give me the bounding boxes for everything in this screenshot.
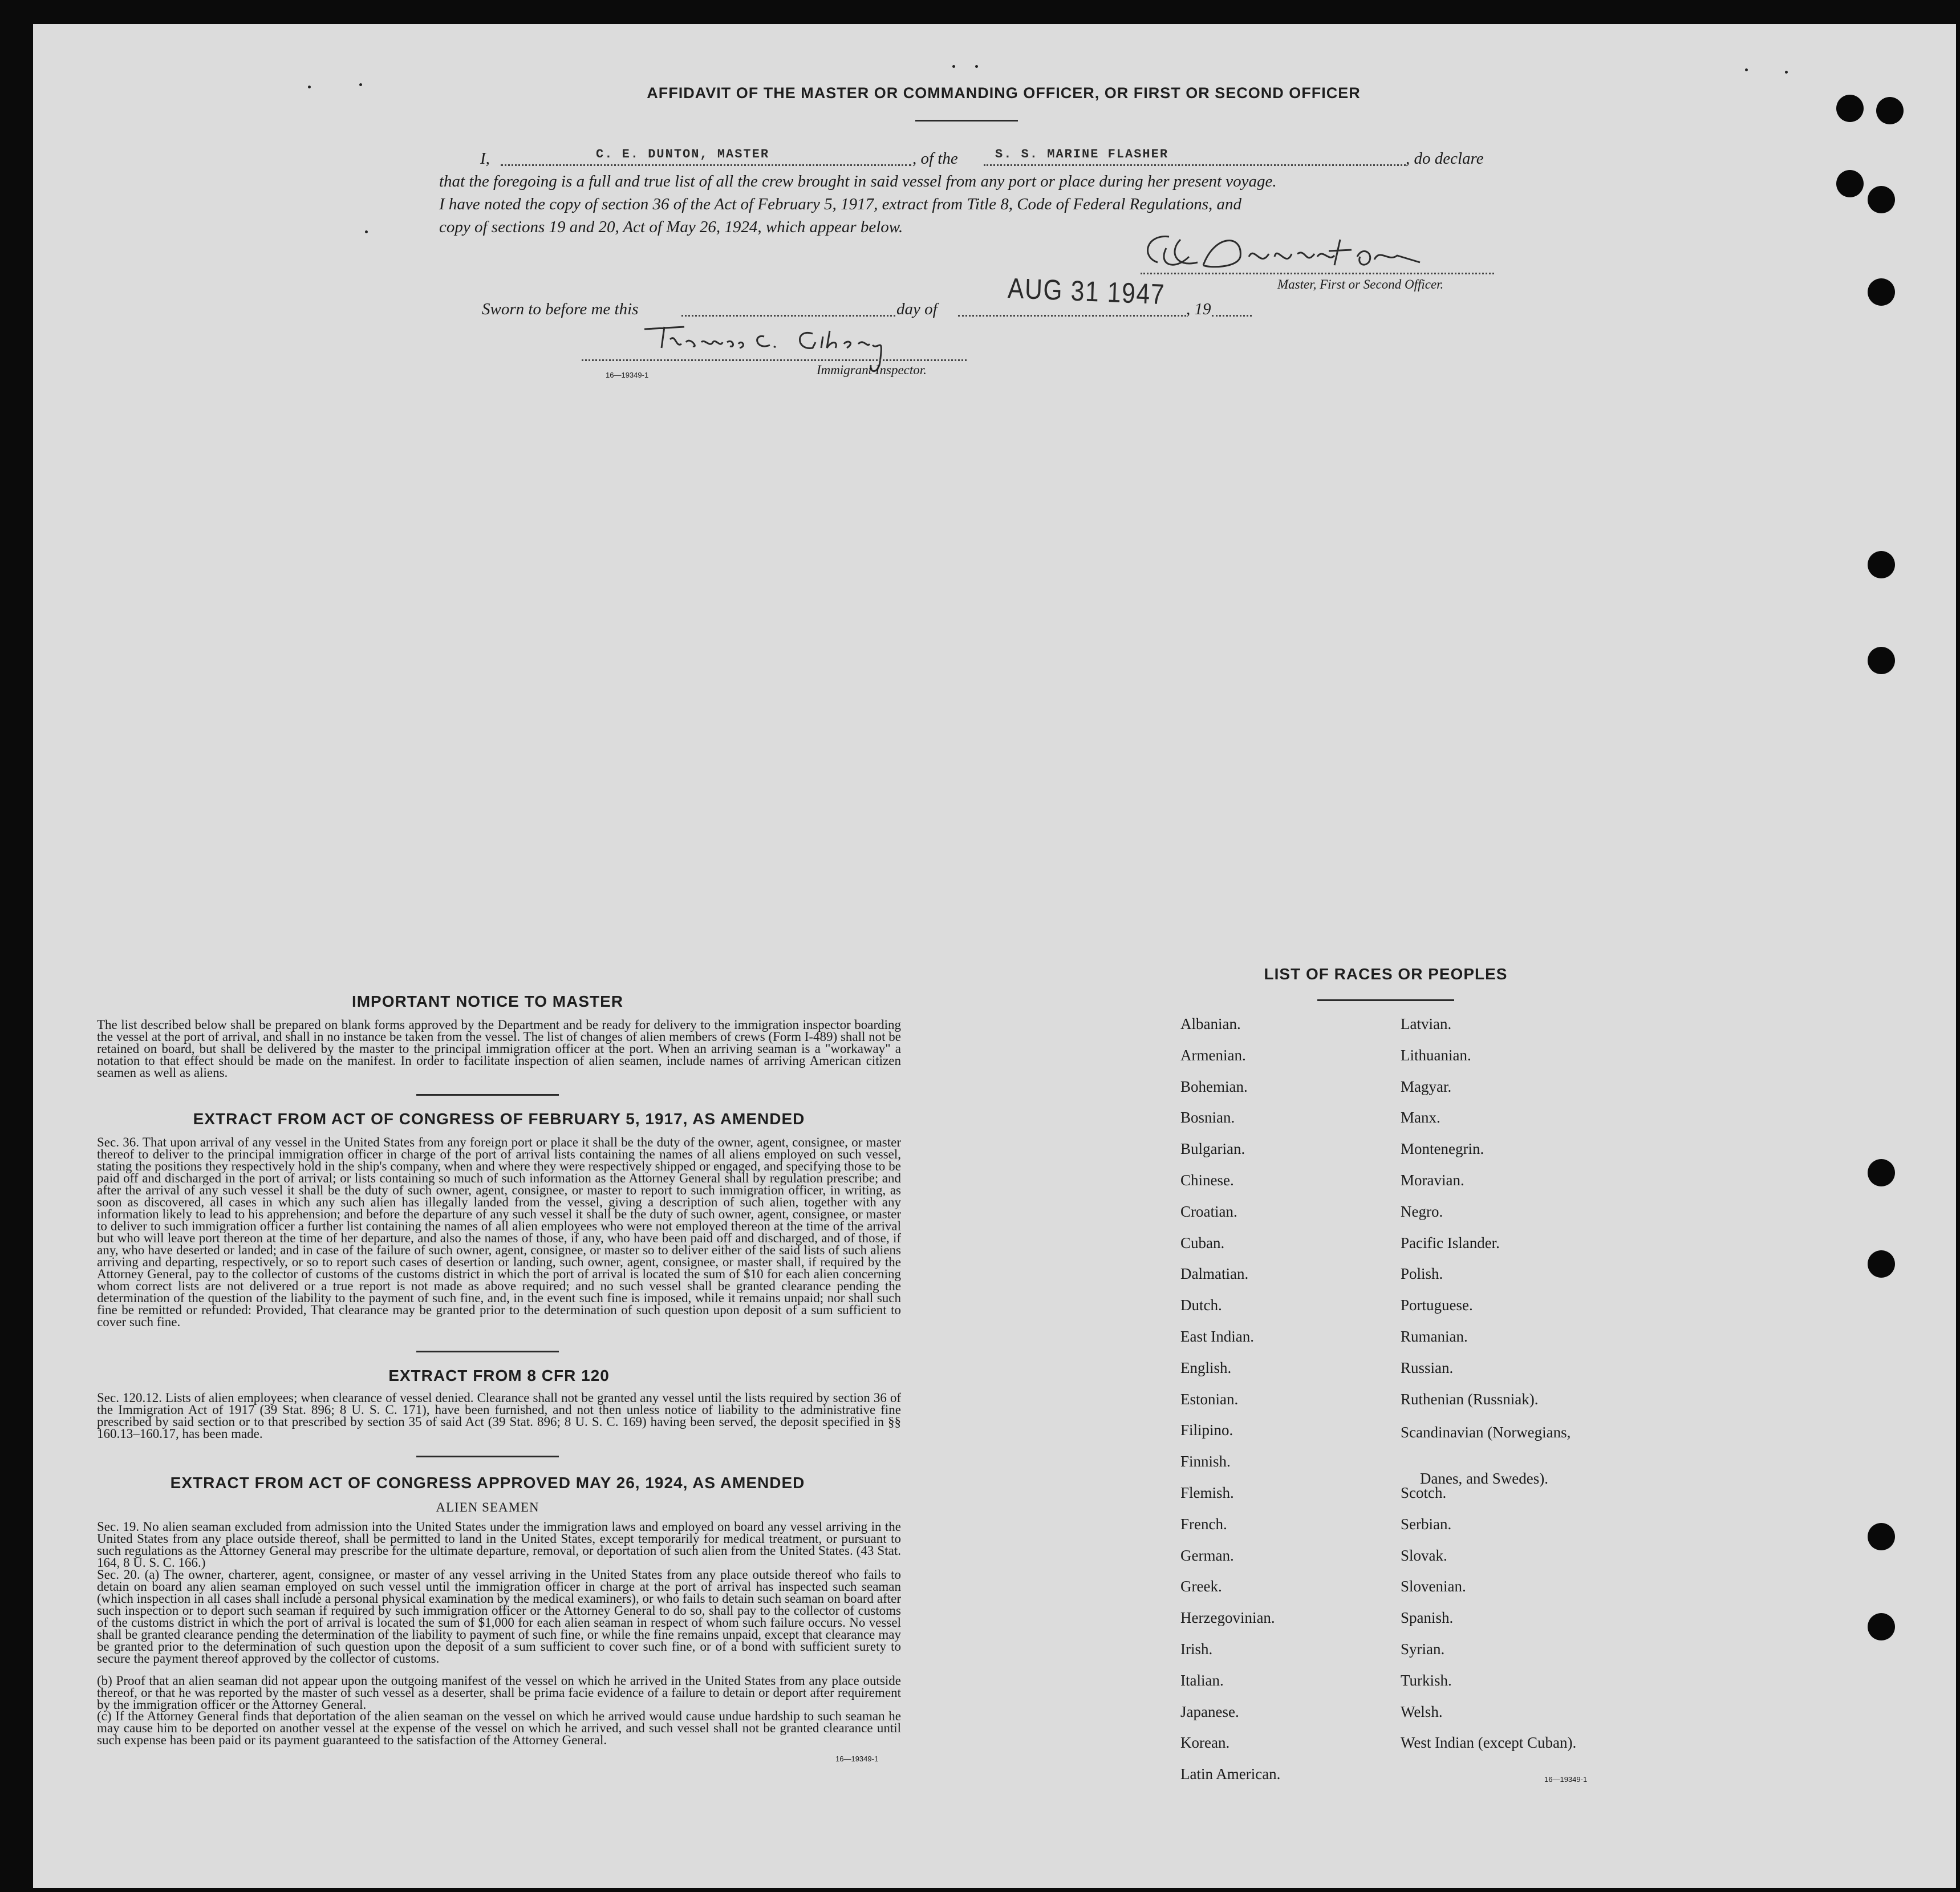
punch-hole: [1836, 95, 1864, 122]
affidavit-form-number: 16—19349-1: [606, 371, 649, 379]
punch-hole: [1868, 1523, 1895, 1550]
extract-1917-title: EXTRACT FROM ACT OF CONGRESS OF FEBRUARY 5, 1917, AS AMENDED: [193, 1110, 805, 1128]
race-item: Armenian.: [1180, 1046, 1246, 1064]
affidavit-line-2: that the foregoing is a full and true list of all the crew brought in said vessel from any port or place during her present voyage.: [439, 172, 1277, 191]
race-item: German.: [1180, 1546, 1234, 1564]
race-item: Slovak.: [1401, 1546, 1447, 1564]
sworn-month-line: [958, 315, 1186, 317]
race-item: Turkish.: [1401, 1671, 1452, 1689]
race-item: Negro.: [1401, 1202, 1443, 1220]
race-item: French.: [1180, 1515, 1227, 1533]
speck: [359, 83, 362, 86]
race-item: Japanese.: [1180, 1703, 1239, 1720]
race-item: Syrian.: [1401, 1640, 1445, 1658]
master-signature-line: [1141, 273, 1494, 274]
race-item: Bohemian.: [1180, 1077, 1248, 1095]
race-item: Portuguese.: [1401, 1297, 1473, 1314]
punch-hole: [1876, 97, 1904, 124]
speck: [365, 230, 368, 233]
vessel-name: S. S. MARINE FLASHER: [995, 147, 1169, 161]
race-item: Polish.: [1401, 1265, 1443, 1283]
vessel-name-line: [984, 164, 1406, 166]
race-item: English.: [1180, 1359, 1232, 1376]
speck: [1745, 68, 1748, 71]
punch-hole: [1868, 278, 1895, 306]
race-item: Moravian.: [1401, 1172, 1464, 1189]
race-item: Greek.: [1180, 1578, 1222, 1595]
race-item: Croatian.: [1180, 1202, 1237, 1220]
punch-hole: [1868, 647, 1895, 674]
sec-20c-body: (c) If the Attorney General finds that deportation of the alien seaman on the vessel on which he arrived would cause undue hardship to such seaman he may cause him to be deported on another vessel at the expense of the vessel on which he arrived, and such vessel shall not be granted clearance until such expense has been paid or its payment guaranteed to the satisfaction of the Attorney General.: [97, 1709, 901, 1747]
extract-1917-rule: [416, 1351, 559, 1352]
extract-1924-subtitle: ALIEN SEAMEN: [436, 1500, 539, 1514]
master-caption: Master, First or Second Officer.: [1277, 277, 1444, 291]
affidavit-line-3: I have noted the copy of section 36 of the Act of February 5, 1917, extract from Title 8, Code of Federal Regulations, and: [439, 195, 1242, 213]
race-item: Bosnian.: [1180, 1109, 1235, 1127]
inspector-signature-line: [582, 359, 967, 361]
cfr-body: Sec. 120.12. Lists of alien employees; when clearance of vessel denied. Clearance shall not be granted any vessel until the lists required by section 36 of the Immigration Act of 1917 (39 Stat. 896; 8 U. S. C. 171), have been furnished, and not then unless notice of liability to the administrative fine prescribed by said section or to that prescribed by section 35 of said Act (39 Stat. 896; 8 U. S. C. 169) having been served, the deposit specified in §§ 160.13–160.17, has been made.: [97, 1391, 901, 1441]
punch-hole: [1868, 186, 1895, 213]
punch-hole: [1868, 1159, 1895, 1186]
race-item: Lithuanian.: [1401, 1046, 1471, 1064]
sworn-label: Sworn to before me this: [482, 300, 639, 318]
sworn-year-line: [1212, 315, 1252, 317]
race-item: Dutch.: [1180, 1297, 1222, 1314]
notice-rule: [416, 1094, 559, 1096]
race-item: Slovenian.: [1401, 1578, 1466, 1595]
race-item: Spanish.: [1401, 1609, 1454, 1627]
extract-1924-title: EXTRACT FROM ACT OF CONGRESS APPROVED MAY 26, 1924, AS AMENDED: [170, 1474, 805, 1492]
punch-hole: [1868, 551, 1895, 578]
i-label: I,: [480, 149, 490, 168]
race-item: Latin American.: [1180, 1765, 1281, 1783]
race-item: Magyar.: [1401, 1077, 1452, 1095]
race-item: Rumanian.: [1401, 1328, 1468, 1345]
race-item: Latvian.: [1401, 1015, 1452, 1032]
punch-hole: [1868, 1613, 1895, 1640]
race-item: Bulgarian.: [1180, 1140, 1245, 1158]
race-item: Pacific Islander.: [1401, 1234, 1500, 1251]
do-declare-label: , do declare: [1406, 149, 1484, 168]
race-item: Chinese.: [1180, 1172, 1234, 1189]
of-the-label: , of the: [912, 149, 958, 168]
punch-hole: [1868, 1250, 1895, 1278]
punch-hole: [1836, 170, 1864, 197]
race-item: Welsh.: [1401, 1703, 1443, 1720]
inspector-caption: Immigrant Inspector.: [817, 363, 927, 377]
day-of-label: day of: [896, 300, 938, 318]
affidavit-title: AFFIDAVIT OF THE MASTER OR COMMANDING OFFICER, OR FIRST OR SECOND OFFICER: [647, 84, 1361, 102]
speck: [1785, 71, 1788, 74]
race-item: Scandinavian (Norwegians,: [1401, 1424, 1571, 1441]
race-item: Flemish.: [1180, 1484, 1234, 1501]
extract-1924-form-number: 16—19349-1: [835, 1755, 879, 1763]
race-item: Scotch.: [1401, 1484, 1447, 1501]
year-suffix: , 19: [1186, 300, 1211, 318]
speck: [975, 65, 978, 68]
master-name-line: [501, 164, 911, 166]
race-item: Italian.: [1180, 1671, 1224, 1689]
race-item: Estonian.: [1180, 1390, 1239, 1408]
notice-title: IMPORTANT NOTICE TO MASTER: [351, 992, 624, 1010]
cfr-rule: [416, 1456, 559, 1457]
race-item: Finnish.: [1180, 1453, 1231, 1470]
races-rule: [1317, 999, 1454, 1001]
race-item: Danes, and Swedes).: [1420, 1470, 1548, 1488]
race-item: Filipino.: [1180, 1421, 1233, 1439]
master-name: C. E. DUNTON, MASTER: [596, 147, 770, 161]
races-form-number: 16—19349-1: [1544, 1775, 1588, 1784]
cfr-title: EXTRACT FROM 8 CFR 120: [388, 1367, 610, 1384]
race-item: Russian.: [1401, 1359, 1454, 1376]
race-item: Albanian.: [1180, 1015, 1241, 1032]
title-rule: [915, 120, 1018, 121]
race-item: Irish.: [1180, 1640, 1213, 1658]
race-item: Ruthenian (Russniak).: [1401, 1390, 1539, 1408]
race-item: East Indian.: [1180, 1328, 1254, 1345]
race-item: Dalmatian.: [1180, 1265, 1249, 1283]
race-item: Cuban.: [1180, 1234, 1225, 1251]
notice-body: The list described below shall be prepared on blank forms approved by the Department and be ready for delivery to the immigration inspector boarding the vessel at the port of arrival, and shall in no instance be taken from the vessel. The list of changes of alien members of crews (Form I-489) shall not be retained on board, but shall be delivered by the master to the principal immigration officer at the port. When an arriving seaman is a "workaway" a notation to that effect should be made on the manifest. In order to facilitate inspection of alien seamen, include names of arriving American citizen seamen as well as aliens.: [97, 1018, 901, 1080]
race-item: Korean.: [1180, 1734, 1230, 1752]
speck: [308, 86, 311, 88]
sec-20b-body: (b) Proof that an alien seaman did not appear upon the outgoing manifest of the vessel on which he arrived in the United States from any place outside thereof, or that he was reported by the master of such vessel as a deserter, shall be prima facie evidence of a failure to detain or deport after requirement by the immigration officer or the Attorney General.: [97, 1674, 901, 1712]
sec-20a-body: Sec. 20. (a) The owner, charterer, agent, consignee, or master of any vessel arriving in the United States from any place outside thereof who fails to detain on board any alien seaman employed on such vessel until the immigration officer in charge at the port of arrival has inspected such seaman (which inspection in all cases shall include a personal physical examination by the medical examiners), or who fails to detain such seaman on board after such inspection or to deport such seaman if required by such immigration officer or the Attorney General to do so, shall pay to the collector of customs of the customs district in which the port of arrival is located the sum of $1,000 for each alien seaman in respect of whom such failure occurs. No vessel shall be granted clearance pending the determination of the liability to payment of such fine, or while the fine remains unpaid, except that clearance may be granted prior to the determination of such question upon the deposit of a sum sufficient to cover such fine, or of a bond with sufficient surety to secure the payment thereof approved by the collector of customs.: [97, 1567, 901, 1666]
races-title: LIST OF RACES OR PEOPLES: [1264, 965, 1508, 983]
extract-1917-body: Sec. 36. That upon arrival of any vessel in the United States from any foreign port or place it shall be the duty of the owner, agent, consignee, or master thereof to deliver to the principal immigration officer in charge of the port of arrival lists containing the names of all aliens employed on such vessel, stating the positions they respectively hold in the ship's company, when and where they were respectively shipped or engaged, and specifying those to be paid off and discharged in the port of arrival; or lists containing so much of such information as the Attorney General shall by regulation prescribe; and after the arrival of any such vessel it shall be the duty of such owner, agent, consignee, or master to report to such immigration officer, in writing, as soon as discovered, all cases in which any such alien has illegally landed from the vessel, giving a description of such alien, together with any information likely to lead to his apprehension; and before the departure of any such vessel it shall be the duty of such owner, agent, consignee, or master to deliver to such immigration officer a further list containing the names of all alien employees who were not employed thereon at the time of the arrival but who will leave port thereon at the time of her departure, and also the names of those, if any, who have been paid off and discharged, and of those, if any, who have deserted or landed; and in case of the failure of such owner, agent, consignee, or master so to deliver either of the said lists of such aliens arriving and departing, respectively, or so to report such cases of desertion or landing, such owner, agent, consignee, or master shall, if required by the Attorney General, pay to the collector of customs of the customs district in which the port of arrival is located the sum of $10 for each alien concerning whom correct lists are not delivered or a true report is not made as above required; and no such vessel shall be granted clearance pending the determination of the question of the liability to the payment of such fine, and, in the event such fine is imposed, while it remains unpaid; nor shall such fine be remitted or refunded: Provided, That clearance may be granted prior to the determination of such question upon deposit of a sum sufficient to cover such fine.: [97, 1135, 901, 1329]
race-item: West Indian (except Cuban).: [1401, 1734, 1577, 1752]
race-item: Manx.: [1401, 1109, 1440, 1127]
race-item: Serbian.: [1401, 1515, 1452, 1533]
affidavit-line-4: copy of sections 19 and 20, Act of May 26, 1924, which appear below.: [439, 218, 903, 236]
race-item: Herzegovinian.: [1180, 1609, 1275, 1627]
date-stamp: AUG 31 1947: [1007, 272, 1166, 311]
race-item: Montenegrin.: [1401, 1140, 1484, 1158]
sec-19-body: Sec. 19. No alien seaman excluded from admission into the United States under the immigration laws and employed on board any vessel arriving in the United States from any place outside thereof, shall be permitted to land in the United States, except temporarily for medical treatment, or pursuant to such regulations as the Attorney General may prescribe for the ultimate departure, removal, or deportation of such alien from the United States. (43 Stat. 164, 8 U. S. C. 166.): [97, 1520, 901, 1570]
master-signature-image: [1135, 222, 1431, 285]
speck: [952, 65, 955, 68]
